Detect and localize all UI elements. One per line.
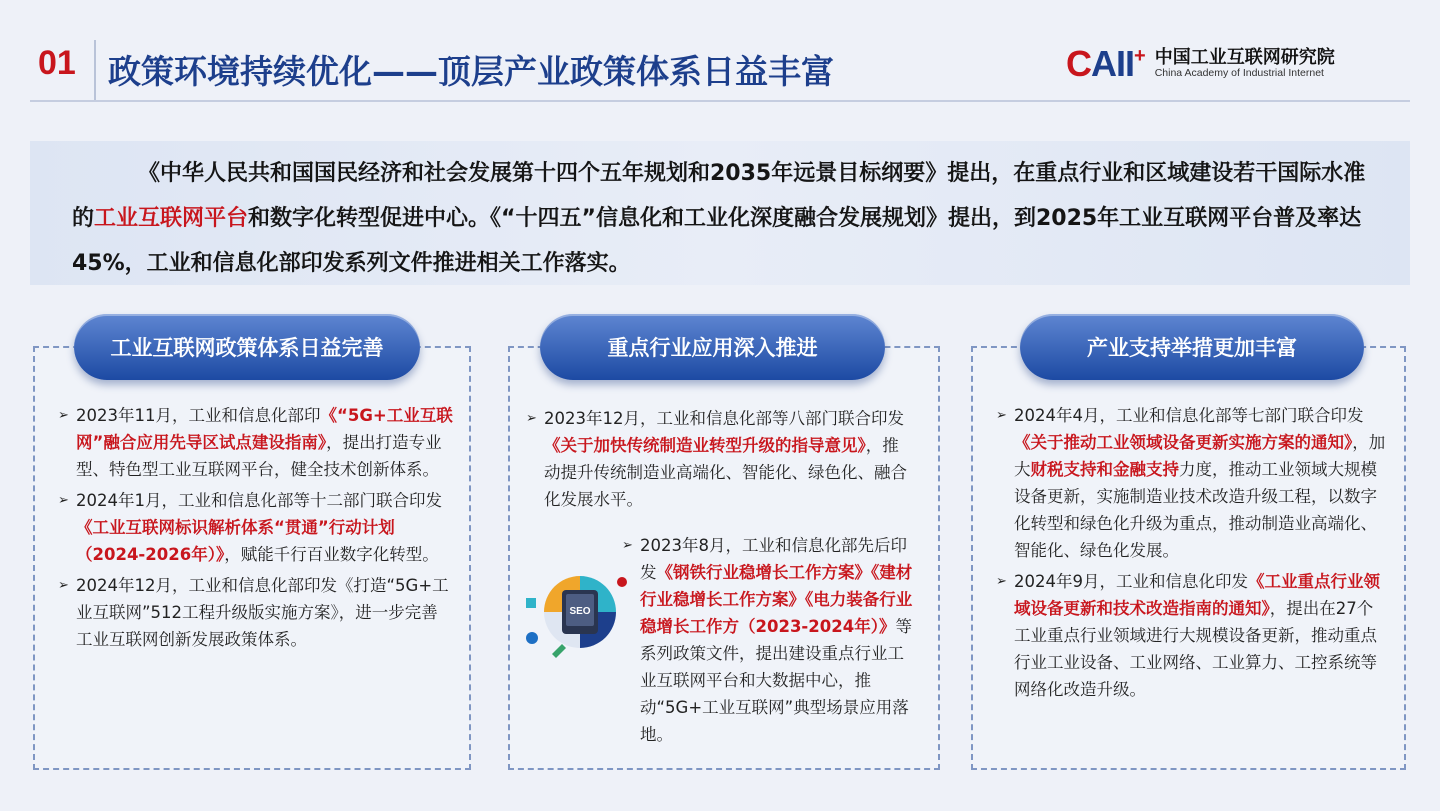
item-policy-title: 《关于加快传统制造业转型升级的指导意见》 [544, 436, 866, 455]
item-policy-title: 《“5G+工业互联网”融合应用先导区试点建设指南》 [76, 406, 453, 452]
header-rule [30, 100, 1410, 102]
intro-text-1: 《中华人民共和国国民经济和社会发展第十四个五年规划和2035年远景目标纲要》提出，在重点行业和区域建设若干国际水准的 [72, 161, 1366, 231]
logo-mark [1066, 43, 1145, 84]
arrow-bullet-icon: ➢ [526, 411, 537, 426]
list-item [526, 405, 914, 513]
item-text: 2024年12月，工业和信息化部印发《打造“5G+工业互联网”512工程升级版实施方案》，进一步完善工业互联网创新发展政策体系。 [76, 576, 449, 649]
item-text: 2024年4月，工业和信息化部等七部门联合印发 [1014, 406, 1364, 425]
header-divider [94, 40, 96, 100]
column-heading-industry-support: 产业支持举措更加丰富 [1020, 314, 1364, 380]
item-text: ，提出打造专业型、特色型工业互联网平台，健全技术创新体系。 [76, 433, 442, 479]
list-item [996, 568, 1388, 703]
item-text: 2024年1月，工业和信息化部等十二部门联合印发 [76, 491, 442, 510]
item-policy-title: 《工业互联网标识解析体系“贯通”行动计划（2024-2026年）》 [76, 518, 395, 564]
list-item [622, 532, 918, 748]
item-text: 等系列政策文件，提出建设重点行业工业互联网平台和大数据中心，推动“5G+工业互联网”典型场景应用落地。 [640, 617, 912, 744]
item-text: 2023年12月，工业和信息化部等八部门联合印发 [544, 409, 904, 428]
item-policy-title: 《关于推动工业领域设备更新实施方案的通知》 [1014, 433, 1353, 452]
list-item [58, 572, 454, 653]
item-text: ，提出在27个工业重点行业领域进行大规模设备更新，推动重点行业工业设备、工业网络、工业算力、工控系统等网络化改造升级。 [1014, 599, 1377, 699]
column-2-item-1 [526, 405, 914, 517]
list-item [58, 487, 454, 568]
intro-highlight: 工业互联网平台 [94, 206, 249, 231]
item-text: 2023年11月，工业和信息化部印 [76, 406, 321, 425]
square-icon [526, 598, 536, 608]
item-text: 力度，推动工业领域大规模设备更新，实施制造业技术改造升级工程，以数字化转型和绿色化升级为重点，推动制造业高端化、智能化、绿色化发展。 [1014, 460, 1377, 560]
intro-paragraph [30, 141, 1410, 285]
arrow-bullet-icon: ➢ [58, 493, 69, 508]
logo-mark-c: C [1066, 43, 1091, 84]
dot-icon [617, 577, 627, 587]
arrow-bullet-icon: ➢ [58, 578, 69, 593]
logo-mark-plus: + [1134, 45, 1145, 67]
column-heading-key-industries: 重点行业应用深入推进 [540, 314, 885, 380]
seo-illustration [522, 568, 634, 664]
arrow-bullet-icon: ➢ [58, 408, 69, 423]
column-heading-policy-system: 工业互联网政策体系日益完善 [74, 314, 420, 380]
logo-mark-aii: AII [1091, 43, 1135, 84]
item-text: 2024年9月，工业和信息化印发 [1014, 572, 1248, 591]
pencil-icon [552, 644, 566, 658]
item-text: ，赋能千行百业数字化转型。 [224, 545, 439, 564]
item-policy-title: 《工业重点行业领域设备更新和技术改造指南的通知》 [1014, 572, 1380, 618]
caii-logo [1066, 43, 1335, 84]
list-item [996, 402, 1388, 564]
section-number: 01 [38, 44, 76, 82]
item-text: ，推动提升传统制造业高端化、智能化、绿色化、融合化发展水平。 [544, 436, 907, 509]
arrow-bullet-icon: ➢ [996, 408, 1007, 423]
logo-name-en: China Academy of Industrial Internet [1154, 67, 1324, 80]
list-item [58, 402, 454, 483]
slide-header [0, 0, 1440, 104]
item-text: ，加大 [1014, 433, 1386, 479]
column-2-item-2 [622, 532, 918, 752]
column-1-items [58, 402, 454, 657]
item-emphasis: 财税支持和金融支持 [1030, 460, 1179, 479]
arrow-bullet-icon: ➢ [622, 538, 633, 553]
item-text: 2023年8月，工业和信息化部先后印发 [640, 536, 907, 582]
item-policy-title: 《钢铁行业稳增长工作方案》《建材行业稳增长工作方案》《电力装备行业稳增长工作方（2023-2024年）》 [640, 563, 913, 636]
logo-text [1155, 48, 1335, 79]
column-3-items [996, 402, 1388, 707]
seo-label: SEO [569, 606, 591, 617]
logo-name-cn: 中国工业互联网研究院 [1154, 47, 1335, 69]
arrow-bullet-icon: ➢ [996, 574, 1007, 589]
intro-text-2: 和数字化转型促进中心。《“十四五”信息化和工业化深度融合发展规划》提出，到2025年工业互联网平台普及率达45%，工业和信息化部印发系列文件推进相关工作落实。 [72, 206, 1362, 276]
page-title: 政策环境持续优化——顶层产业政策体系日益丰富 [108, 52, 834, 91]
pie-icon [526, 632, 538, 644]
